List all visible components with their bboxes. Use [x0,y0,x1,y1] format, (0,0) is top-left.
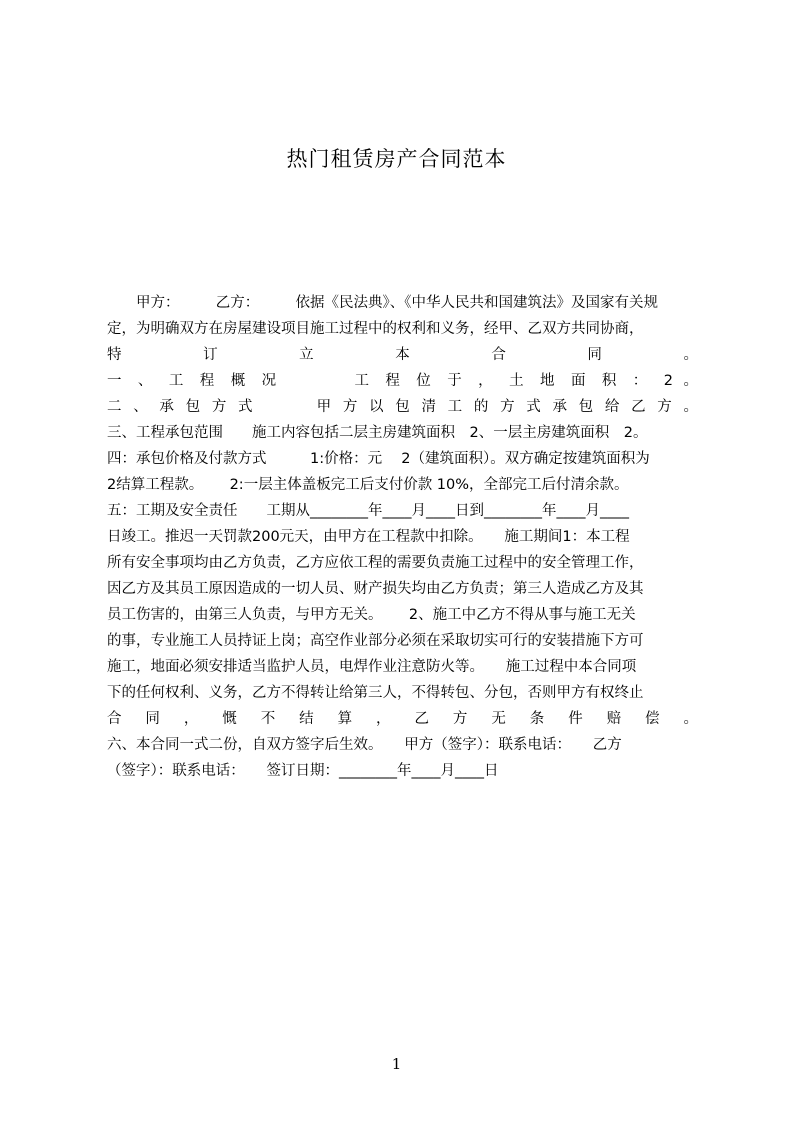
body-line: 员工伤害的，由第三人负责，与甲方无关。 2、施工中乙方不得从事与施工无关 [107,607,636,623]
body-line: 施工，地面必须安排适当监护人员，电焊作业注意防火等。 施工过程中本合同项 [107,659,637,675]
body-line: 定，为明确双方在房屋建设项目施工过程中的权利和义务，经甲、乙双方共同协商， [107,321,644,337]
body-line: 五：工期及安全责任 工期从________年____月____日到________年____月____ [107,503,629,519]
body-line: 合 同 ， 慨 不 结 算 ， 乙 方 无 条 件 赔 偿 。 [107,711,698,727]
body-line: 2结算工程款。 2:一层主体盖板完工后支付价款 10%，全部完工后付清余款。 [107,477,629,493]
document-title: 热门租赁房产合同范本 [286,147,507,171]
page-number: 1 [391,1055,402,1073]
body-line: 的事，专业施工人员持证上岗；高空作业部分必须在采取切实可行的安装措施下方可 [107,633,644,649]
body-line: 四：承包价格及付款方式 1:价格：元 2（建筑面积）。双方确定按建筑面积为 [107,451,650,467]
body-line: 因乙方及其员工原因造成的一切人员、财产损失均由乙方负责；第三人造成乙方及其 [107,581,644,597]
body-line: 二 、 承 包 方 式 甲 方 以 包 清 工 的 方 式 承 包 给 乙 方 。 [107,399,698,415]
body-line: 日竣工。推迟一天罚款200元天，由甲方在工程款中扣除。 施工期间1：本工程 [107,529,630,545]
body-line: 三、工程承包范围 施工内容包括二层主房建筑面积 2、一层主房建筑面积 2。 [107,425,648,441]
body-line: 所有安全事项均由乙方负责，乙方应依工程的需要负责施工过程中的安全管理工作， [107,555,644,571]
body-line: （签字）：联系电话： 签订日期：________年____月____日 [107,763,499,779]
body-line: 六、本合同一式二份，自双方签字后生效。 甲方（签字）：联系电话： 乙方 [107,737,622,753]
body-line: 甲方： 乙方： 依据《民法典》、《中华人民共和国建筑法》及国家有关规 [107,295,658,311]
document-body [107,290,698,800]
body-line: 一 、 工 程 概 况 工 程 位 于 ， 土 地 面 积 ： 2 。 [107,373,698,389]
body-line: 下的任何权利、义务，乙方不得转让给第三人，不得转包、分包，否则甲方有权终止 [107,685,644,701]
body-line: 特 订 立 本 合 同 。 [107,347,698,363]
